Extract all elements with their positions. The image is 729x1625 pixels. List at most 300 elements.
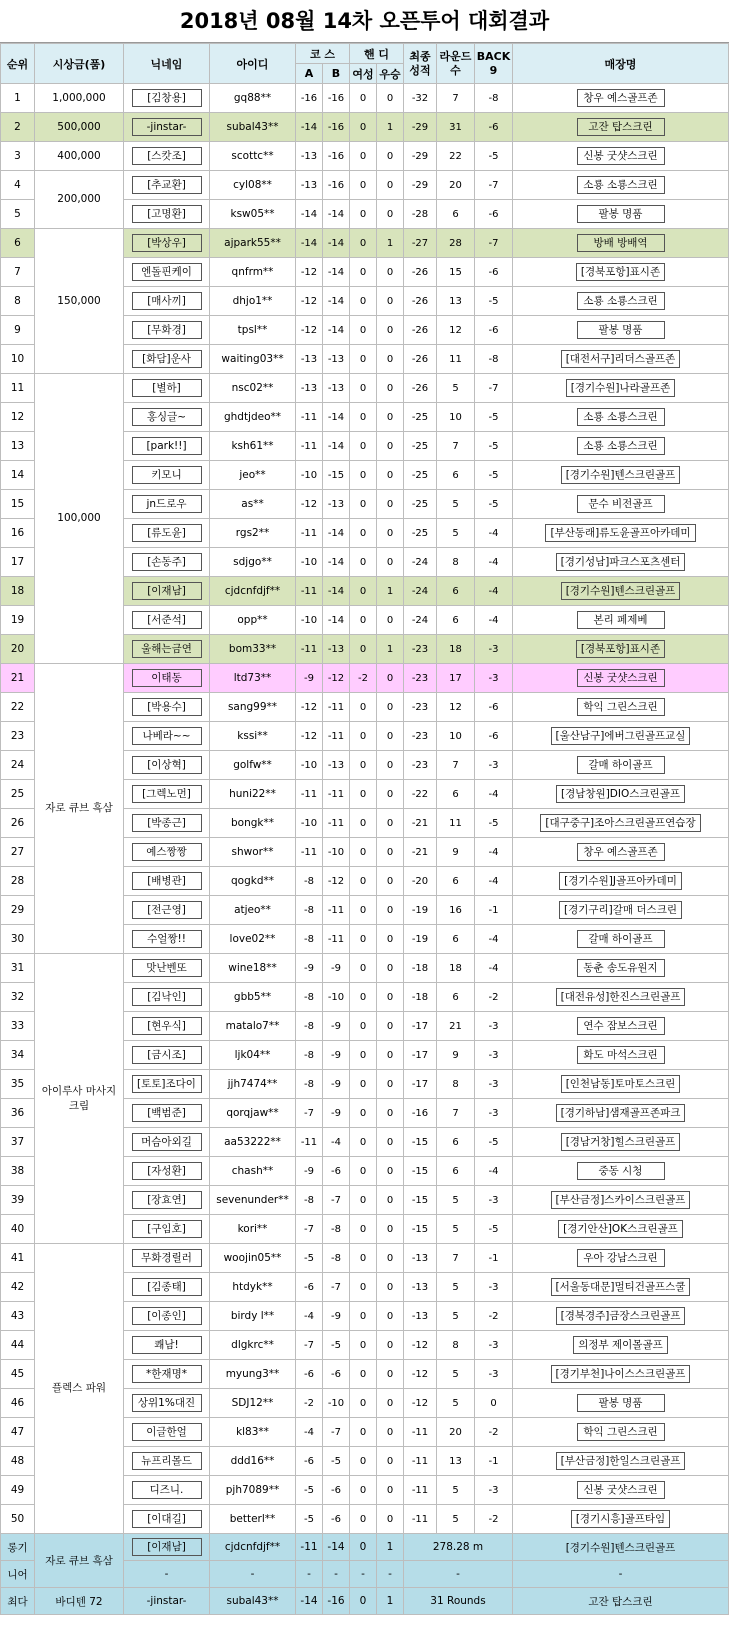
nickname-text: [서준석] [132,611,202,629]
rounds-cell: 6 [437,200,475,229]
final-score-cell: -19 [404,925,437,954]
nickname-text: [금시조] [132,1046,202,1064]
nickname-text: [장효연] [132,1191,202,1209]
hc-win-cell: 0 [377,1215,404,1244]
hc-female-cell: 0 [350,171,377,200]
nickname-cell [124,374,210,403]
store-text: 고잔 탑스크린 [577,118,665,136]
nickname-cell [124,113,210,142]
final-score-cell: -17 [404,1041,437,1070]
rounds-cell: 13 [437,287,475,316]
rank-cell: 34 [1,1041,35,1070]
rank-cell: 28 [1,867,35,896]
hc-female-cell: 0 [350,345,377,374]
rank-cell: 38 [1,1157,35,1186]
rank-cell: 47 [1,1418,35,1447]
rank-cell: 42 [1,1273,35,1302]
rank-cell: 4 [1,171,35,200]
course-b-cell: -9 [323,954,350,983]
course-b-cell: -14 [323,403,350,432]
rank-cell: 27 [1,838,35,867]
nickname-cell [124,1418,210,1447]
id-cell: betterl** [210,1505,296,1534]
back9-cell: -3 [475,1070,513,1099]
id-cell: jeo** [210,461,296,490]
hc-win-cell: 0 [377,316,404,345]
id-cell: huni22** [210,780,296,809]
hc-win-cell: 0 [377,142,404,171]
store-cell [513,896,729,925]
store-cell [513,925,729,954]
back9-cell: -3 [475,1041,513,1070]
final-score-cell: -25 [404,461,437,490]
hc-win-cell: 0 [377,809,404,838]
hc-female-cell: 0 [350,693,377,722]
store-cell [513,751,729,780]
col-final: 최종 성적 [404,44,437,84]
nickname-text: [자성환] [132,1162,202,1180]
hc-female-cell: 0 [350,403,377,432]
prize-cell: 100,000 [35,374,124,664]
table-row [1,229,729,258]
rounds-cell: 5 [437,374,475,403]
rounds-cell: 11 [437,345,475,374]
hc-win-cell: 0 [377,1012,404,1041]
hc-win-cell: 0 [377,780,404,809]
results-body [1,84,729,1534]
final-score-cell: -12 [404,1331,437,1360]
hc-female-cell: 0 [350,577,377,606]
rounds-cell: 6 [437,867,475,896]
rank-cell: 15 [1,490,35,519]
rank-cell: 25 [1,780,35,809]
hc-win-cell: 0 [377,1244,404,1273]
hc-win-cell: 0 [377,287,404,316]
back9-cell: -3 [475,1012,513,1041]
hc-win-cell: 0 [377,432,404,461]
back9-cell: -5 [475,490,513,519]
store-cell [513,403,729,432]
prize-cell: 1,000,000 [35,84,124,113]
nickname-text: 상위1%대진 [132,1394,202,1412]
rank-cell: 45 [1,1360,35,1389]
footer-label: 롱기 [1,1534,35,1561]
hc-female-cell: 0 [350,1302,377,1331]
store-cell [513,1302,729,1331]
nickname-cell [124,1389,210,1418]
store-text: 의정부 제이몰골프 [573,1336,667,1354]
hc-female-cell: 0 [350,287,377,316]
rounds-cell: 11 [437,809,475,838]
back9-cell: -5 [475,287,513,316]
rounds-cell: 21 [437,1012,475,1041]
rounds-cell: 31 [437,113,475,142]
course-a-cell: -11 [296,635,323,664]
store-text: 팔봉 명품 [577,205,665,223]
table-row [1,84,729,113]
id-cell: subal43** [210,113,296,142]
table-row [1,664,729,693]
hc-female-cell: 0 [350,838,377,867]
course-b-cell: -4 [323,1128,350,1157]
hc-female-cell: 0 [350,751,377,780]
course-a-cell: -6 [296,1360,323,1389]
store-text: [경기구리]갈매 더스크린 [559,901,682,919]
store-text: 연수 잠보스크린 [577,1017,665,1035]
hc-win-cell: 0 [377,345,404,374]
hc-female-cell: 0 [350,1418,377,1447]
col-handicap: 핸 디 [350,44,404,64]
nickname-text: 울해는금연 [132,640,202,658]
hc-female-cell: 0 [350,258,377,287]
store-text: [경북포항]표시존 [576,640,665,658]
store-cell [513,664,729,693]
nickname-cell [124,925,210,954]
store-cell [513,1012,729,1041]
nickname-cell [124,635,210,664]
hc-female-cell: 0 [350,1505,377,1534]
footer-label: 니어 [1,1561,35,1588]
course-b-cell: -14 [323,258,350,287]
course-b-cell: -6 [323,1476,350,1505]
nickname-text: [토토]조다이 [132,1075,202,1093]
store-text: [울산남구]에버그린골프교실 [551,727,691,745]
id-cell: tpsl** [210,316,296,345]
nickname-cell [124,867,210,896]
store-cell [513,432,729,461]
nickname-cell [124,403,210,432]
rank-cell: 20 [1,635,35,664]
col-course-a: A [296,64,323,84]
nickname-cell [124,432,210,461]
final-score-cell: -24 [404,577,437,606]
hc-female-cell: 0 [350,461,377,490]
hc-female-cell: 0 [350,867,377,896]
prize-cell: 아이루사 마사지 크림 [35,954,124,1244]
final-score-cell: -23 [404,751,437,780]
store-text: 우아 강남스크린 [577,1249,665,1267]
hc-win-cell: 0 [377,1360,404,1389]
rank-cell: 5 [1,200,35,229]
store-text: [경기수원]텐스크린골프 [561,582,681,600]
id-cell: opp** [210,606,296,635]
footer-b: - [323,1561,350,1588]
rounds-cell: 13 [437,1447,475,1476]
rounds-cell: 20 [437,171,475,200]
final-score-cell: -18 [404,983,437,1012]
store-text: [대구중구]조아스크린골프연습장 [540,814,700,832]
hc-female-cell: 0 [350,722,377,751]
back9-cell: -4 [475,1157,513,1186]
hc-win-cell: 0 [377,1070,404,1099]
hc-win-cell: 0 [377,983,404,1012]
store-text: 팔봉 명품 [577,1394,665,1412]
nickname-text: [이재남] [132,582,202,600]
footer-label: 최다 [1,1588,35,1615]
nickname-text: [이종인] [132,1307,202,1325]
hc-female-cell: 0 [350,84,377,113]
course-b-cell: -13 [323,751,350,780]
back9-cell: -3 [475,1099,513,1128]
col-course: 코 스 [296,44,350,64]
hc-win-cell: 0 [377,1273,404,1302]
store-cell [513,577,729,606]
final-score-cell: -29 [404,113,437,142]
back9-cell: -3 [475,1331,513,1360]
course-a-cell: -13 [296,374,323,403]
course-b-cell: -14 [323,577,350,606]
prize-cell: 자로 큐브 흑삼 [35,664,124,954]
nickname-text: 맛난벤또 [132,959,202,977]
hc-female-cell: 0 [350,200,377,229]
id-cell: birdy l** [210,1302,296,1331]
footer-row-most [1,1588,729,1615]
course-b-cell: -14 [323,287,350,316]
nickname-cell [124,461,210,490]
hc-female-cell: 0 [350,1186,377,1215]
footer-nick: -jinstar- [124,1588,210,1615]
rank-cell: 10 [1,345,35,374]
course-a-cell: -12 [296,722,323,751]
footer-store: [경기수원]텐스크린골프 [513,1534,729,1561]
final-score-cell: -26 [404,258,437,287]
back9-cell: -3 [475,1360,513,1389]
final-score-cell: -23 [404,664,437,693]
store-cell [513,142,729,171]
id-cell: woojin05** [210,1244,296,1273]
course-a-cell: -8 [296,1070,323,1099]
final-score-cell: -23 [404,693,437,722]
footer-prize: 바디텐 72 [35,1588,124,1615]
course-b-cell: -15 [323,461,350,490]
course-a-cell: -8 [296,983,323,1012]
course-a-cell: -10 [296,461,323,490]
rank-cell: 13 [1,432,35,461]
table-row [1,113,729,142]
id-cell: ddd16** [210,1447,296,1476]
course-b-cell: -13 [323,345,350,374]
back9-cell: -6 [475,258,513,287]
store-text: 동춘 송도유원지 [577,959,665,977]
store-cell [513,519,729,548]
hc-female-cell: -2 [350,664,377,693]
back9-cell: -3 [475,1186,513,1215]
course-b-cell: -14 [323,229,350,258]
id-cell: waiting03** [210,345,296,374]
prize-cell: 150,000 [35,229,124,374]
header-row-1 [1,44,729,64]
store-cell [513,1099,729,1128]
hc-win-cell: 1 [377,229,404,258]
store-text: 화도 마석스크린 [577,1046,665,1064]
rank-cell: 16 [1,519,35,548]
store-cell [513,287,729,316]
store-text: 소룡 소룡스크린 [577,408,665,426]
id-cell: aa53222** [210,1128,296,1157]
store-text: [경기안산]OK스크린골프 [558,1220,683,1238]
course-b-cell: -16 [323,113,350,142]
hc-win-cell: 0 [377,954,404,983]
store-cell [513,780,729,809]
nickname-text: -jinstar- [132,118,202,136]
course-a-cell: -9 [296,664,323,693]
course-a-cell: -11 [296,432,323,461]
footer-id: - [210,1561,296,1588]
store-text: 신봉 굿샷스크린 [577,1481,665,1499]
nickname-text: [손동주] [132,553,202,571]
store-text: [대전유성]한진스크린골프 [556,988,686,1006]
store-text: 갈매 하이골프 [577,756,665,774]
store-text: 학익 그린스크린 [577,1423,665,1441]
hc-win-cell: 0 [377,1505,404,1534]
hc-win-cell: 0 [377,722,404,751]
store-cell [513,1331,729,1360]
id-cell: as** [210,490,296,519]
rounds-cell: 6 [437,1157,475,1186]
col-back9: BACK 9 [475,44,513,84]
rank-cell: 41 [1,1244,35,1273]
final-score-cell: -27 [404,229,437,258]
id-cell: shwor** [210,838,296,867]
hc-female-cell: 0 [350,983,377,1012]
nickname-cell [124,1070,210,1099]
nickname-text: 홍싱글~ [132,408,202,426]
course-b-cell: -9 [323,1041,350,1070]
hc-female-cell: 0 [350,1215,377,1244]
back9-cell: -6 [475,316,513,345]
nickname-text: [무화경] [132,321,202,339]
nickname-text: [이상혁] [132,756,202,774]
hc-win-cell: 0 [377,1331,404,1360]
store-text: [경북경주]금장스크린골프 [556,1307,686,1325]
course-b-cell: -9 [323,1070,350,1099]
rounds-cell: 7 [437,751,475,780]
nickname-text: jn드로우 [132,495,202,513]
course-a-cell: -9 [296,1157,323,1186]
hc-female-cell: 0 [350,1128,377,1157]
back9-cell: -6 [475,693,513,722]
hc-win-cell: 0 [377,867,404,896]
table-row [1,171,729,200]
id-cell: ksh61** [210,432,296,461]
back9-cell: -5 [475,403,513,432]
store-cell [513,84,729,113]
hc-female-cell: 0 [350,1476,377,1505]
course-b-cell: -10 [323,983,350,1012]
nickname-cell [124,606,210,635]
hc-female-cell: 0 [350,316,377,345]
back9-cell: -5 [475,809,513,838]
hc-win-cell: 1 [377,635,404,664]
final-score-cell: -26 [404,374,437,403]
store-text: [대전서구]리더스골프존 [561,350,681,368]
back9-cell: -7 [475,229,513,258]
store-text: [경기수원]텐스크린골프 [561,466,681,484]
nickname-text: [현우식] [132,1017,202,1035]
final-score-cell: -13 [404,1244,437,1273]
nickname-cell [124,345,210,374]
final-score-cell: -13 [404,1273,437,1302]
final-score-cell: -21 [404,809,437,838]
course-a-cell: -12 [296,316,323,345]
nickname-cell [124,954,210,983]
store-cell [513,722,729,751]
hc-win-cell: 0 [377,606,404,635]
store-text: [경기시흥]골프타임 [571,1510,670,1528]
back9-cell: -2 [475,1418,513,1447]
rounds-cell: 5 [437,490,475,519]
nickname-cell [124,896,210,925]
store-cell [513,113,729,142]
hc-female-cell: 0 [350,1099,377,1128]
rank-cell: 44 [1,1331,35,1360]
back9-cell: -8 [475,345,513,374]
rank-cell: 26 [1,809,35,838]
store-cell [513,1505,729,1534]
id-cell: htdyk** [210,1273,296,1302]
col-id: 아이디 [210,44,296,84]
id-cell: wine18** [210,954,296,983]
footer-f: 0 [350,1534,377,1561]
rounds-cell: 6 [437,577,475,606]
back9-cell: -3 [475,1476,513,1505]
rank-cell: 12 [1,403,35,432]
final-score-cell: -15 [404,1215,437,1244]
hc-female-cell: 0 [350,1244,377,1273]
rounds-cell: 8 [437,1070,475,1099]
store-cell [513,461,729,490]
course-a-cell: -11 [296,838,323,867]
store-cell [513,635,729,664]
nickname-cell [124,1302,210,1331]
table-row [1,954,729,983]
nickname-text: [park!!] [132,437,202,455]
nickname-text: [백범준] [132,1104,202,1122]
course-a-cell: -11 [296,577,323,606]
rank-cell: 46 [1,1389,35,1418]
footer-nick: - [124,1561,210,1588]
id-cell: love02** [210,925,296,954]
rank-cell: 8 [1,287,35,316]
hc-win-cell: 0 [377,838,404,867]
hc-female-cell: 0 [350,1360,377,1389]
nickname-cell [124,84,210,113]
hc-female-cell: 0 [350,954,377,983]
course-a-cell: -13 [296,171,323,200]
final-score-cell: -32 [404,84,437,113]
course-a-cell: -8 [296,1012,323,1041]
course-a-cell: -14 [296,229,323,258]
id-cell: sevenunder** [210,1186,296,1215]
nickname-cell [124,1186,210,1215]
col-prize: 시상금(품) [35,44,124,84]
store-text: 팔봉 명품 [577,321,665,339]
nickname-text: *한재명* [132,1365,202,1383]
nickname-text: [박용수] [132,698,202,716]
rank-cell: 17 [1,548,35,577]
store-text: [경북포항]표시존 [576,263,665,281]
rounds-cell: 6 [437,925,475,954]
id-cell: cjdcnfdjf** [210,577,296,606]
nickname-text: 키모니 [132,466,202,484]
back9-cell: -5 [475,1215,513,1244]
store-cell [513,1476,729,1505]
rounds-cell: 9 [437,838,475,867]
rounds-cell: 6 [437,461,475,490]
footer-value: 278.28 m [404,1534,513,1561]
nickname-cell [124,519,210,548]
back9-cell: -3 [475,664,513,693]
